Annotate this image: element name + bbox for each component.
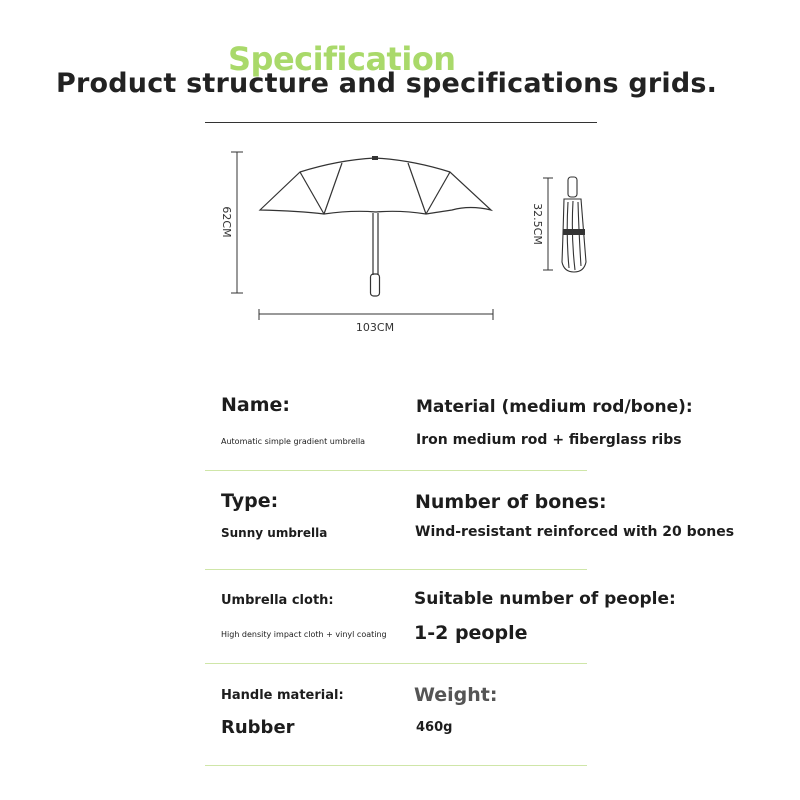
handle-label: Handle material:	[221, 688, 344, 703]
folded-height-dimension-line	[543, 178, 553, 270]
title-divider	[205, 122, 597, 123]
weight-value: 460g	[416, 720, 453, 735]
material-value: Iron medium rod + fiberglass ribs	[416, 432, 682, 448]
bones-value: Wind-resistant reinforced with 20 bones	[415, 524, 735, 540]
handle-value: Rubber	[221, 717, 295, 738]
height-dimension-line	[231, 152, 243, 293]
weight-label: Weight:	[414, 684, 498, 706]
bones-label: Number of bones:	[415, 491, 607, 513]
material-label: Material (medium rod/bone):	[416, 397, 693, 417]
width-dimension-line	[259, 309, 493, 320]
name-label: Name:	[221, 394, 291, 416]
row-divider	[205, 663, 587, 664]
background-heading: Specification	[228, 40, 456, 78]
row-divider	[205, 569, 587, 570]
folded-umbrella-icon	[562, 177, 586, 272]
type-value: Sunny umbrella	[221, 526, 328, 540]
cloth-value: High density impact cloth + vinyl coating	[221, 630, 387, 639]
cloth-label: Umbrella cloth:	[221, 593, 334, 608]
name-value: Automatic simple gradient umbrella	[221, 437, 366, 446]
people-value: 1-2 people	[414, 622, 528, 644]
page-title: Product structure and specifications grids.	[56, 68, 718, 99]
people-label: Suitable number of people:	[414, 589, 676, 609]
row-divider	[205, 470, 587, 471]
open-height-label: 62CM	[220, 206, 233, 238]
row-divider	[205, 765, 587, 766]
open-umbrella-icon	[260, 158, 491, 296]
type-label: Type:	[221, 490, 279, 512]
folded-height-label: 32.5CM	[531, 203, 544, 245]
open-width-label: 103CM	[355, 321, 395, 334]
